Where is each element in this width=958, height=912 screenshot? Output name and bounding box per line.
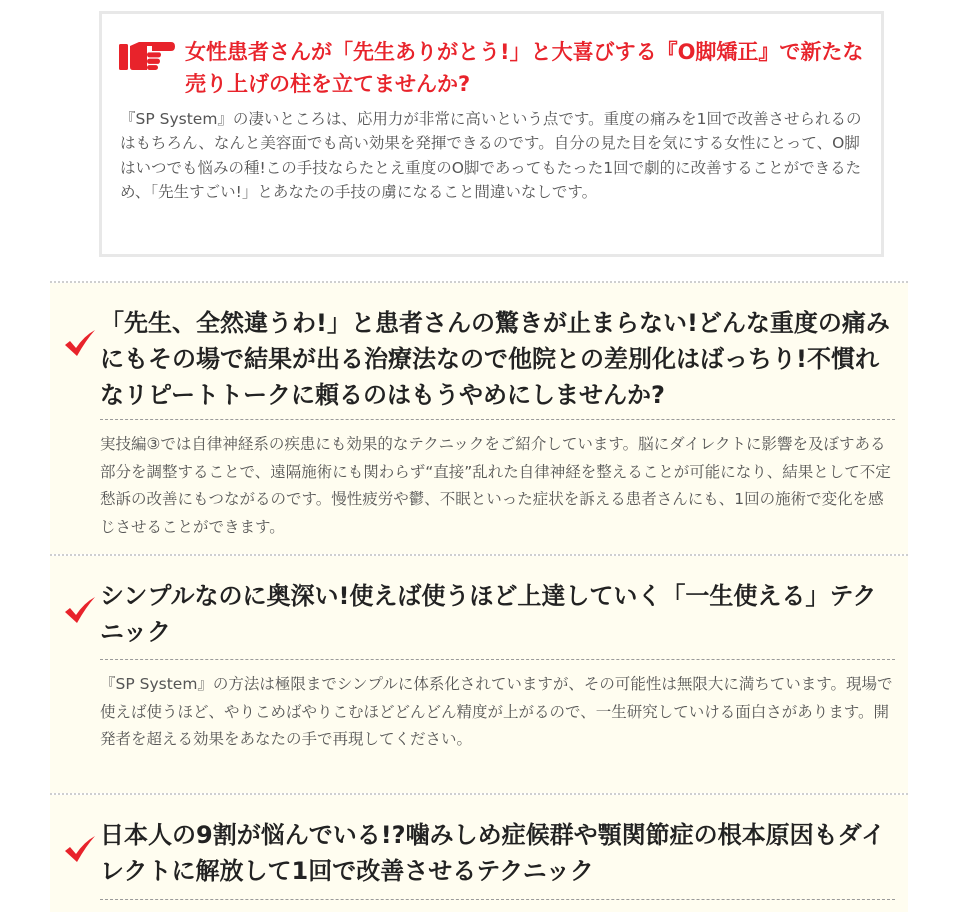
feature-body-1: 実技編③では自律神経系の疾患にも効果的なテクニックをご紹介しています。脳にダイレクトに影響を及ぼすある部分を調整することで、遠隔施術にも関わらず“直接”乱れた自律神経を整えることが可能になり、結果として不定愁訴の改善にもつながるのです。慢性疲労や鬱、不眠といった症状を訴える患者さんにも、1回の施術で変化を感じさせることができます。 xyxy=(100,435,891,536)
feature-section-2 xyxy=(50,556,908,793)
pointing-hand-icon xyxy=(119,36,175,72)
feature-title-1: 「先生、全然違うわ!」と患者さんの驚きが止まらない!どんな重度の痛みにもその場で結果が出る治療法なので他院との差別化はばっちり!不慣れなリピートトークに頼るのはもうやめにしませんか? xyxy=(100,309,890,409)
intro-body: 『SP System』の凄いところは、応用力が非常に高いという点です。重度の痛みを1回で改善させられるのはもちろん、なんと美容面でも高い効果を発揮できるのです。自分の見た目を気にする女性にとって、O脚はいつでも悩みの種!この手技ならたとえ重度のO脚であってもたった1回で劇的に改善することができるため、「先生すごい!」とあなたの手技の虜になること間違いなしです。 xyxy=(120,110,862,202)
checkmark-icon xyxy=(64,329,96,357)
feature-section-1 xyxy=(50,283,908,554)
intro-title: 女性患者さんが「先生ありがとう!」と大喜びする『O脚矯正』で新たな売り上げの柱を立てませんか? xyxy=(185,40,864,96)
title-rule xyxy=(100,419,895,420)
feature-section-3 xyxy=(50,795,908,912)
feature-body-2: 『SP System』の方法は極限までシンプルに体系化されていますが、その可能性は無限大に満ちています。現場で使えば使うほど、やりこめばやりこむほどどんどん精度が上がるので、一生研究していける面白さがあります。開発者を超える効果をあなたの手で再現してください。 xyxy=(100,675,893,748)
intro-box xyxy=(99,11,884,257)
title-rule xyxy=(100,659,895,660)
title-rule xyxy=(100,899,895,900)
feature-title-2: シンプルなのに奥深い!使えば使うほど上達していく「一生使える」テクニック xyxy=(100,582,877,646)
checkmark-icon xyxy=(64,596,96,624)
feature-title-3: 日本人の9割が悩んでいる!?噛みしめ症候群や顎関節症の根本原因もダイレクトに解放して1回で改善させるテクニック xyxy=(100,821,886,885)
checkmark-icon xyxy=(64,835,96,863)
